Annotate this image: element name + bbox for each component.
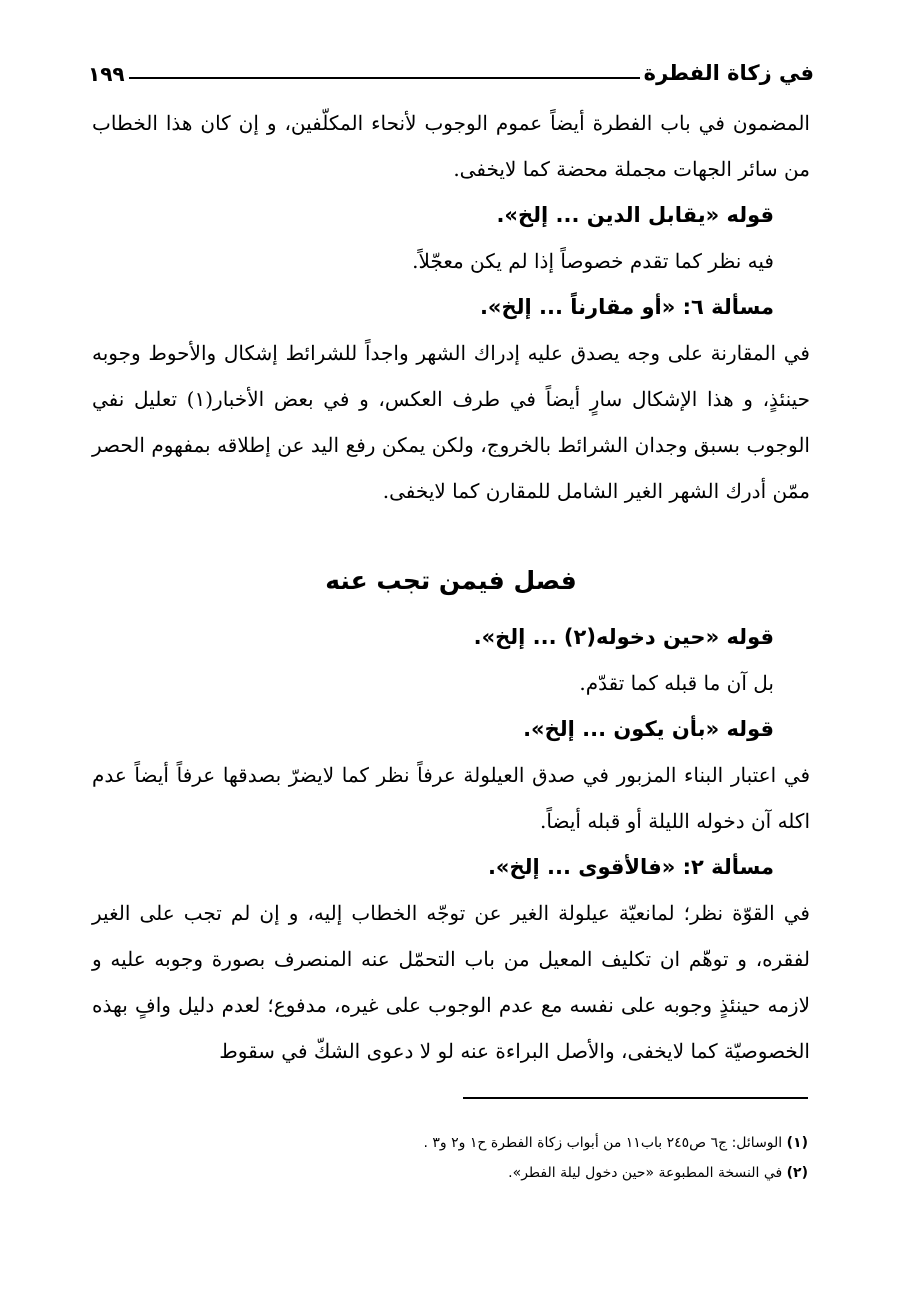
footnote-number: (١) (786, 1135, 808, 1151)
paragraph: فيه نظر كما تقدم خصوصاً إذا لم يكن معجّلاً. (412, 249, 774, 273)
quoted-heading: قوله «حين دخوله(٢) ... إلخ». (473, 625, 774, 649)
running-header (88, 52, 814, 84)
header-rule (129, 77, 640, 79)
paragraph: في المقارنة على وجه يصدق عليه إدراك الشهر واجداً للشرائط إشكال والأحوط وجوبه حينئذٍ، و هذا الإشكال سارٍ أيضاً في طرف العكس، و في بعض الأخبار(١) تعليل نفي الوجوب بسبق وجدان الشرائط بالخروج، ولكن يمكن رفع اليد عن إطلاقه بمفهوم الحصر ممّن أدرك الشهر الغير الشامل للمقارن كما لايخفى. (92, 341, 811, 503)
quoted-heading: قوله «بأن يكون ... إلخ». (523, 717, 774, 741)
page-body (92, 100, 810, 1074)
quoted-heading: قوله «يقابل الدين ... إلخ». (496, 203, 774, 227)
footnote-rule (463, 1097, 808, 1099)
footnote (92, 1128, 808, 1158)
issue-heading: مسألة ٦: «أو مقارناً ... إلخ». (479, 295, 774, 319)
footnote-text: في النسخة المطبوعة «حين دخول ليلة الفطر». (508, 1165, 783, 1181)
page-number: ١٩٩ (88, 62, 125, 86)
issue-heading: مسألة ٢: «فالأقوى ... إلخ». (487, 855, 774, 879)
paragraph: في القوّة نظر؛ لمانعيّة عيلولة الغير عن توجّه الخطاب إليه، و إن لم تجب على الغير لفقره، و توهّم ان تكليف المعيل من باب التحمّل عنه المنصرف بصورة وجوبه عليه و لازمه حينئذٍ وجوبه على نفسه مع عدم الوجوب على غيره، مدفوع؛ لعدم دليل وافٍ بهذه الخصوصيّة كما لايخفى، والأصل البراءة عنه لو لا دعوى الشكّ في سقوط (92, 901, 810, 1063)
paragraph: في اعتبار البناء المزبور في صدق العيلولة عرفاً نظر كما لايضرّ بصدقها عرفاً أيضاً عدم اكله آن دخوله الليلة أو قبله أيضاً. (92, 763, 810, 833)
paragraph: المضمون في باب الفطرة أيضاً عموم الوجوب لأنحاء المكلّفين، و إن كان هذا الخطاب من سائر الجهات مجملة محضة كما لايخفى. (92, 111, 810, 181)
paragraph: بل آن ما قبله كما تقدّم. (579, 671, 774, 695)
running-header-title: في زكاة الفطرة (643, 61, 814, 85)
footnote-number: (٢) (786, 1165, 808, 1181)
footnote (92, 1158, 808, 1188)
footnote-text: الوسائل: ج٦ ص٢٤٥ باب١١ من أبواب زكاة الفطرة ح١ و٢ و٣ . (423, 1135, 783, 1151)
footnotes (92, 1128, 808, 1188)
section-title: فصل فيمن تجب عنه (325, 566, 577, 595)
